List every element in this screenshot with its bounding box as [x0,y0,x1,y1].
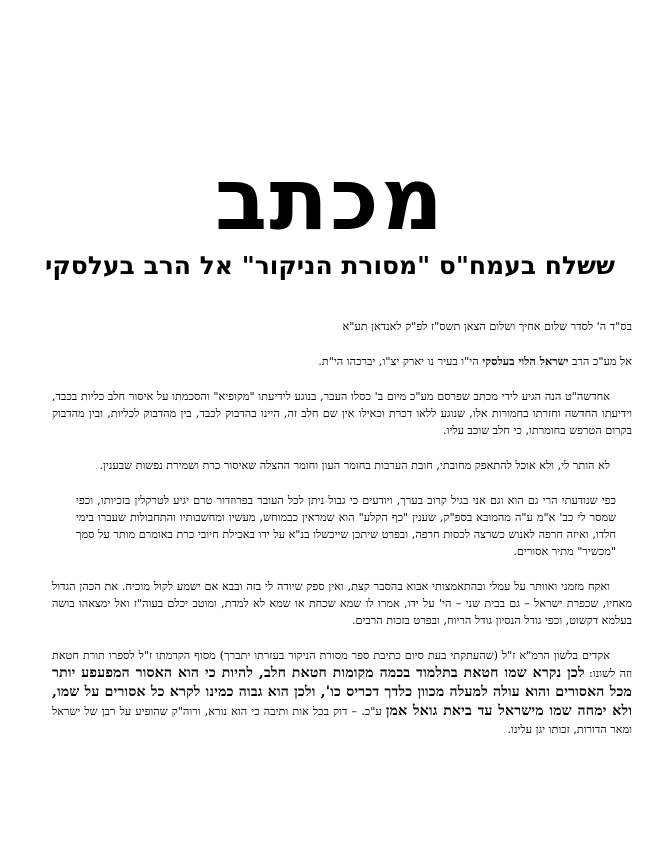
addressee-name: ישראל הלוי בעלסקי [482,354,569,368]
document-title: מכתב [214,150,446,250]
paragraph-explanation: ואקח מזמני ואוותר על עמלי ובהתאמצותי אבוא בהסבר קצת, ואין ספק שיודה לי בזה ובבא אם ישמע לקול מוכיח. את הכהן הגדול מאחיו, שכפרת ישראל – גם בבית שני – הי' על ידו, אמרו לו שמא שכחת או שמא לא למדת, ומוטב יכלם בעוה"ז ואל ימצאהו בושה בעלמא דקשוט, וכפי גודל הנסיון גודל הריוח, ובפרט בזכות הרבים. [52,580,632,627]
paragraph-obligation: לא הותר לי, ולא אוכל להתאפק מחובתי, חובת הערבות בחומר העון וחומר ההצלה שאיסור כרת ושמירת נפשות שבענין. [99,459,610,472]
rema-tail-text: ע"כ. – דוק בכל אות ותיבה כי הוא נורא, ורוה"ק שהופיע על רבן של ישראל ומאר הדורות, זכותו יגן עלינו. [52,705,632,736]
rema-quote-text: לכן נקרא שמו חטאת בתלמוד בכמה מקומות חטאת חלב, להיות כי הוא האסור המפעפע יותר מכל האסורים והוא עולה למעלה מכוון כלדך דכריס כו', ולכן הוא גבוה כמינו לקרא כל אסורים על שמו, ולא ימחה שמו מישראל עד ביאת גואל אמן [52,665,632,719]
document-subtitle: ששלח בעמח"ס "מסורת הניקור" אל הרב בעלסקי [45,251,615,280]
addressee-prefix: אל מע"כ הרב [568,355,632,368]
paragraph-opening: אחדשה"ט הנה הגיע לידי מכתב שפרסם מע"כ מיום ב' כסלו העבר, בנוגע לידיעתו "מקופיא" והסכמתו על איסור חלב כליות בכבד, וידיעתו החדשה וחזרתו בחמורות אלו, שנוגע ללאו דכרת וכאילו אין שם חלב זה, היינו בהדבוק לכבד, בין מהדבוק לכליות, ובין מהדבוק בקרום הטרפש בחומרתו, כי חלב שוכב עליו. [52,390,632,437]
addressee-suffix: הי"ו בעיר נו יארק יצ"ו, יברכהו הי"ת. [318,355,483,368]
paragraph-age: כפי שנודעתי הרי גם הוא וגם אני בגיל קרוב בערך, ויודעים כי גבול ניתן לכל העובר בפרוזדור טרם יגיע לטרקלין בזכיותו, וכפי שמסר לי כב' א"מ ע"ה מהמובא בספ"ק, שענין "כף הקלע" הוא שמראין כבמוחש, מעשיו ומחשבותיו והתחבולות שעברו בימי חלדו, ואיזה חרפה לאנוש כשרצה לכסות חרפה, ובפרט שיתכן שייכשלו בנ"א על ידו באכילת חיובי כרת באומרם מותר על סמך "מכשיר" מתיר אסורים. [76,494,616,558]
rema-lead-text: אקדים בלשון הרמ"א ז"ל (שהעתקתי בעת סיום כתיבת ספר מסורת הניקור בעזרתו יתברך) מסוף הקדמתו ז"ל לספרו תורת חטאת וזה לשונו: [52,649,632,680]
letter-body [52,318,632,738]
greeting-line: בס"ד ה' לסדר שלום אחיך ושלום הצאן תשס"ז לפ"ק לאנדאן תע"א [342,320,632,333]
addressee-line [52,353,632,370]
paragraph-rema-quote [52,647,632,738]
